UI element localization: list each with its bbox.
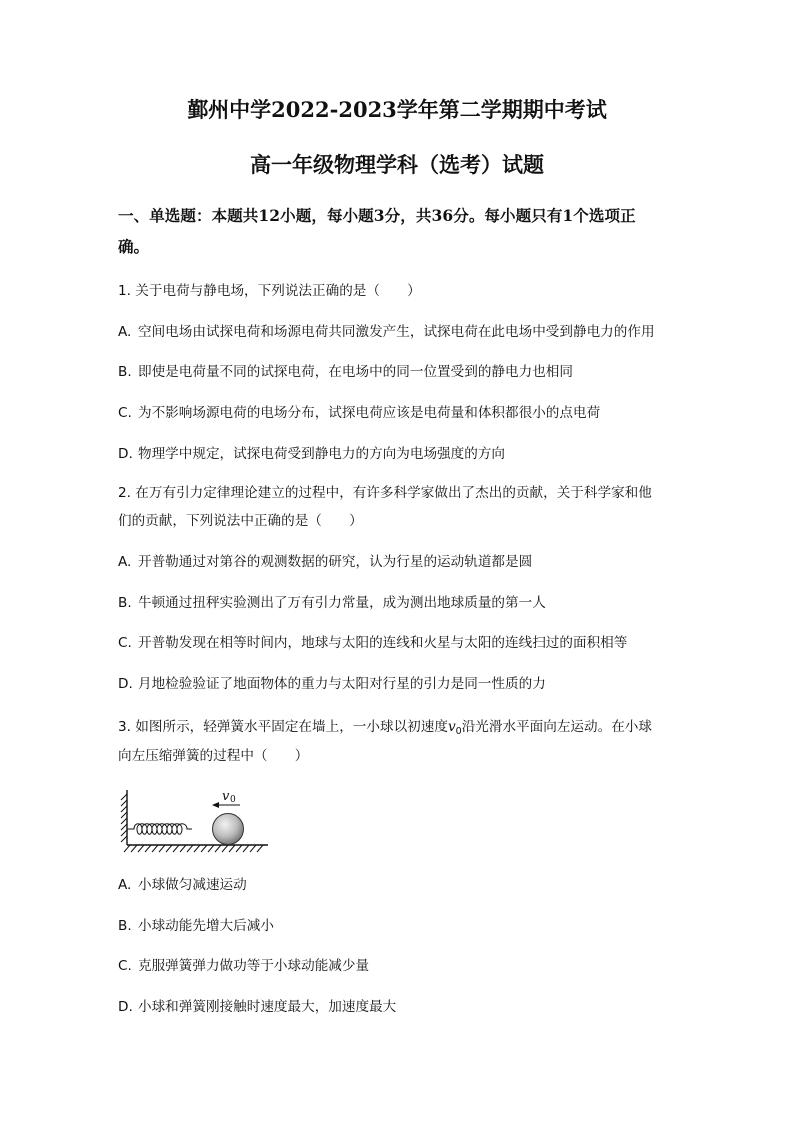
option-text: 即使是电荷量不同的试探电荷，在电场中的同一位置受到的静电力也相同 <box>138 364 573 380</box>
question-2-option-b <box>118 593 546 613</box>
option-text: 物理学中规定，试探电荷受到静电力的方向为电场强度的方向 <box>138 446 506 462</box>
option-letter: C. <box>118 635 132 651</box>
option-letter: A. <box>118 324 132 340</box>
option-text: 牛顿通过扭秤实验测出了万有引力常量，成为测出地球质量的第一人 <box>138 595 546 611</box>
question-3-option-b <box>118 916 274 936</box>
ball <box>213 814 244 845</box>
question-3-option-a <box>118 875 247 895</box>
stem-text: 3. 如图所示，轻弹簧水平固定在墙上，一小球以初速度 <box>118 719 448 735</box>
question-2-option-d <box>118 674 546 694</box>
spring-ball-figure <box>118 782 278 854</box>
exam-title: 鄞州中学2022-2023学年第二学期期中考试 <box>187 97 607 122</box>
question-1-option-c <box>118 403 600 423</box>
option-letter: C. <box>118 958 132 974</box>
option-letter: D. <box>118 446 133 462</box>
section-heading: 一、单选题：本题共12小题，每小题3分，共36分。每小题只有1个选项正 <box>118 206 636 225</box>
question-3-option-c <box>118 956 369 976</box>
option-text: 小球做匀减速运动 <box>138 877 247 893</box>
option-letter: A. <box>118 877 132 893</box>
question-1-option-a <box>118 322 655 342</box>
velocity-label-subscript: 0 <box>230 795 236 805</box>
option-letter: B. <box>118 364 132 380</box>
option-letter: D. <box>118 999 133 1015</box>
question-2-option-c <box>118 633 627 653</box>
question-1-option-d <box>118 444 505 464</box>
exam-subtitle: 高一年级物理学科（选考）试题 <box>250 152 544 177</box>
option-letter: C. <box>118 405 132 421</box>
question-1-stem: 1. 关于电荷与静电场，下列说法正确的是（ ） <box>118 283 421 299</box>
option-letter: A. <box>118 554 132 570</box>
stem-text: 沿光滑水平面向左运动。在小球 <box>461 719 652 735</box>
question-3-stem-continued: 向左压缩弹簧的过程中（ ） <box>118 748 309 764</box>
question-3-stem <box>118 717 652 739</box>
question-3-option-d <box>118 997 396 1017</box>
option-text: 克服弹簧弹力做功等于小球动能减少量 <box>138 958 370 974</box>
question-2-stem: 2. 在万有引力定律理论建立的过程中，有许多科学家做出了杰出的贡献，关于科学家和他 <box>118 485 652 501</box>
velocity-label: v <box>222 789 230 804</box>
velocity-subscript: 0 <box>455 726 462 737</box>
section-heading-continued: 确。 <box>118 237 150 256</box>
option-text: 小球动能先增大后减小 <box>138 918 274 934</box>
option-text: 开普勒发现在相等时间内，地球与太阳的连线和火星与太阳的连线扫过的面积相等 <box>138 635 628 651</box>
option-letter: B. <box>118 918 132 934</box>
question-2-stem-continued: 们的贡献，下列说法中正确的是（ ） <box>118 513 363 529</box>
option-text: 小球和弹簧刚接触时速度最大，加速度最大 <box>138 999 397 1015</box>
option-text: 月地检验验证了地面物体的重力与太阳对行星的引力是同一性质的力 <box>138 676 546 692</box>
velocity-symbol: v <box>447 719 456 735</box>
wall <box>121 790 127 845</box>
question-2-option-a <box>118 552 532 572</box>
option-letter: D. <box>118 676 133 692</box>
ground <box>124 845 268 852</box>
spring <box>127 824 192 835</box>
option-text: 为不影响场源电荷的电场分布，试探电荷应该是电荷量和体积都很小的点电荷 <box>138 405 601 421</box>
option-text: 开普勒通过对第谷的观测数据的研究，认为行星的运动轨道都是圆 <box>138 554 533 570</box>
question-1-option-b <box>118 362 573 382</box>
option-letter: B. <box>118 595 132 611</box>
option-text: 空间电场由试探电荷和场源电荷共同激发产生，试探电荷在此电场中受到静电力的作用 <box>138 324 655 340</box>
